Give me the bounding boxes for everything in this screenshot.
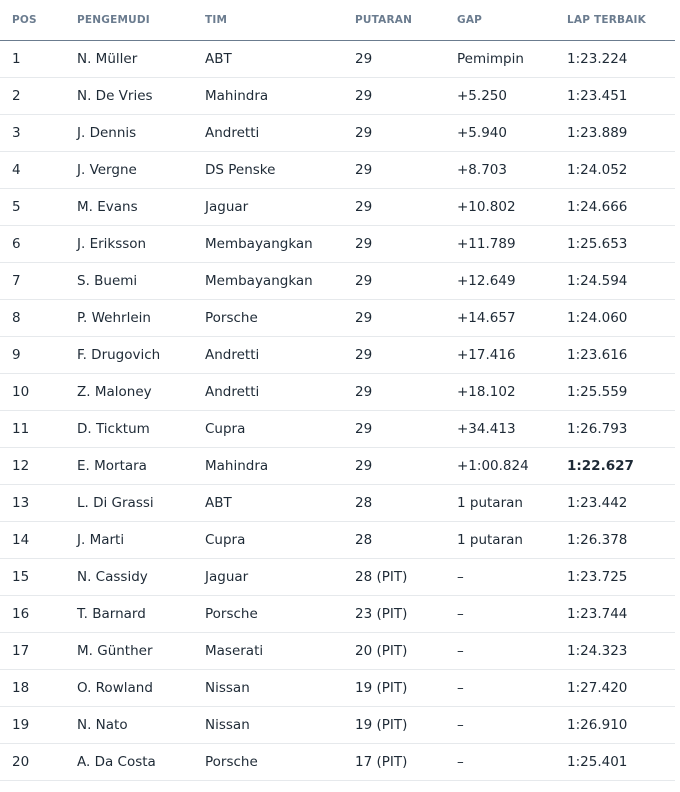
cell-gap: +8.703 <box>443 152 553 189</box>
cell-driver: L. Di Grassi <box>63 485 191 522</box>
cell-gap: +11.789 <box>443 226 553 263</box>
cell-driver: J. Marti <box>63 522 191 559</box>
cell-gap: 1 putaran <box>443 522 553 559</box>
cell-pos: 9 <box>0 337 63 374</box>
cell-laps: 28 (PIT) <box>341 559 443 596</box>
cell-gap: – <box>443 670 553 707</box>
cell-driver: P. Wehrlein <box>63 300 191 337</box>
cell-best-lap: 1:24.594 <box>553 263 675 300</box>
cell-driver: M. Günther <box>63 633 191 670</box>
cell-pos: 16 <box>0 596 63 633</box>
cell-best-lap: 1:22.627 <box>553 448 675 485</box>
cell-pos: 15 <box>0 559 63 596</box>
cell-best-lap: 1:25.559 <box>553 374 675 411</box>
cell-team: Andretti <box>191 337 341 374</box>
cell-team: Nissan <box>191 707 341 744</box>
cell-team: Cupra <box>191 522 341 559</box>
cell-laps: 20 (PIT) <box>341 633 443 670</box>
table-row <box>0 411 675 448</box>
cell-team: Andretti <box>191 374 341 411</box>
cell-driver: Z. Maloney <box>63 374 191 411</box>
cell-best-lap: 1:23.616 <box>553 337 675 374</box>
cell-gap: – <box>443 596 553 633</box>
cell-best-lap: 1:24.052 <box>553 152 675 189</box>
cell-best-lap: 1:26.793 <box>553 411 675 448</box>
cell-team: Nissan <box>191 670 341 707</box>
cell-team: Mahindra <box>191 448 341 485</box>
cell-team: Maserati <box>191 633 341 670</box>
header-row <box>0 0 675 41</box>
header-gap: GAP <box>443 0 553 41</box>
cell-best-lap: 1:23.442 <box>553 485 675 522</box>
cell-laps: 19 (PIT) <box>341 707 443 744</box>
cell-gap: +1:00.824 <box>443 448 553 485</box>
cell-pos: 12 <box>0 448 63 485</box>
cell-driver: M. Evans <box>63 189 191 226</box>
cell-pos: 8 <box>0 300 63 337</box>
table-row <box>0 41 675 78</box>
cell-team: Membayangkan <box>191 226 341 263</box>
cell-team: ABT <box>191 41 341 78</box>
cell-gap: – <box>443 744 553 781</box>
cell-team: Mahindra <box>191 78 341 115</box>
cell-team: ABT <box>191 485 341 522</box>
table-row <box>0 559 675 596</box>
cell-driver: D. Ticktum <box>63 411 191 448</box>
cell-laps: 29 <box>341 411 443 448</box>
cell-pos: 1 <box>0 41 63 78</box>
cell-laps: 29 <box>341 337 443 374</box>
cell-laps: 23 (PIT) <box>341 596 443 633</box>
cell-gap: +5.250 <box>443 78 553 115</box>
cell-gap: +14.657 <box>443 300 553 337</box>
cell-gap: Pemimpin <box>443 41 553 78</box>
table-row <box>0 448 675 485</box>
table-row <box>0 226 675 263</box>
table-header <box>0 0 675 41</box>
cell-pos: 19 <box>0 707 63 744</box>
cell-driver: S. Buemi <box>63 263 191 300</box>
cell-gap: +10.802 <box>443 189 553 226</box>
table-row <box>0 522 675 559</box>
cell-pos: 10 <box>0 374 63 411</box>
cell-team: Cupra <box>191 411 341 448</box>
cell-driver: N. Cassidy <box>63 559 191 596</box>
cell-best-lap: 1:26.910 <box>553 707 675 744</box>
cell-pos: 17 <box>0 633 63 670</box>
cell-driver: J. Vergne <box>63 152 191 189</box>
header-pos: POS <box>0 0 63 41</box>
cell-driver: N. Müller <box>63 41 191 78</box>
cell-pos: 5 <box>0 189 63 226</box>
table-row <box>0 78 675 115</box>
cell-laps: 29 <box>341 78 443 115</box>
cell-laps: 19 (PIT) <box>341 670 443 707</box>
table-row <box>0 337 675 374</box>
cell-driver: J. Eriksson <box>63 226 191 263</box>
cell-laps: 29 <box>341 300 443 337</box>
table-row <box>0 300 675 337</box>
table-row <box>0 744 675 781</box>
cell-laps: 29 <box>341 374 443 411</box>
cell-laps: 29 <box>341 152 443 189</box>
cell-driver: E. Mortara <box>63 448 191 485</box>
table-row <box>0 189 675 226</box>
table-row <box>0 374 675 411</box>
cell-driver: N. Nato <box>63 707 191 744</box>
cell-team: Jaguar <box>191 189 341 226</box>
cell-best-lap: 1:25.653 <box>553 226 675 263</box>
cell-gap: +5.940 <box>443 115 553 152</box>
cell-gap: – <box>443 559 553 596</box>
table-row <box>0 263 675 300</box>
table-body <box>0 41 675 781</box>
cell-driver: A. Da Costa <box>63 744 191 781</box>
table-row <box>0 633 675 670</box>
table-row <box>0 485 675 522</box>
cell-pos: 18 <box>0 670 63 707</box>
table-row <box>0 596 675 633</box>
cell-driver: O. Rowland <box>63 670 191 707</box>
cell-gap: 1 putaran <box>443 485 553 522</box>
cell-best-lap: 1:23.725 <box>553 559 675 596</box>
cell-best-lap: 1:27.420 <box>553 670 675 707</box>
cell-best-lap: 1:26.378 <box>553 522 675 559</box>
cell-team: Jaguar <box>191 559 341 596</box>
header-laps: PUTARAN <box>341 0 443 41</box>
cell-best-lap: 1:24.666 <box>553 189 675 226</box>
cell-team: DS Penske <box>191 152 341 189</box>
cell-pos: 2 <box>0 78 63 115</box>
cell-driver: F. Drugovich <box>63 337 191 374</box>
cell-best-lap: 1:23.224 <box>553 41 675 78</box>
cell-laps: 29 <box>341 226 443 263</box>
table-row <box>0 115 675 152</box>
table-row <box>0 707 675 744</box>
cell-gap: +17.416 <box>443 337 553 374</box>
cell-best-lap: 1:24.323 <box>553 633 675 670</box>
cell-laps: 29 <box>341 41 443 78</box>
table-row <box>0 670 675 707</box>
cell-team: Porsche <box>191 300 341 337</box>
cell-gap: +12.649 <box>443 263 553 300</box>
cell-team: Membayangkan <box>191 263 341 300</box>
cell-best-lap: 1:23.744 <box>553 596 675 633</box>
cell-pos: 3 <box>0 115 63 152</box>
cell-gap: – <box>443 707 553 744</box>
cell-best-lap: 1:23.889 <box>553 115 675 152</box>
cell-laps: 28 <box>341 485 443 522</box>
cell-gap: – <box>443 633 553 670</box>
cell-gap: +34.413 <box>443 411 553 448</box>
cell-pos: 13 <box>0 485 63 522</box>
cell-driver: N. De Vries <box>63 78 191 115</box>
header-team: TIM <box>191 0 341 41</box>
cell-pos: 7 <box>0 263 63 300</box>
table-row <box>0 152 675 189</box>
cell-pos: 20 <box>0 744 63 781</box>
header-best-lap: LAP TERBAIK <box>553 0 675 41</box>
cell-laps: 29 <box>341 115 443 152</box>
cell-pos: 11 <box>0 411 63 448</box>
cell-team: Porsche <box>191 744 341 781</box>
cell-laps: 28 <box>341 522 443 559</box>
cell-best-lap: 1:25.401 <box>553 744 675 781</box>
cell-laps: 29 <box>341 189 443 226</box>
cell-gap: +18.102 <box>443 374 553 411</box>
cell-pos: 4 <box>0 152 63 189</box>
header-driver: PENGEMUDI <box>63 0 191 41</box>
cell-team: Porsche <box>191 596 341 633</box>
cell-best-lap: 1:24.060 <box>553 300 675 337</box>
cell-laps: 17 (PIT) <box>341 744 443 781</box>
cell-pos: 6 <box>0 226 63 263</box>
cell-best-lap: 1:23.451 <box>553 78 675 115</box>
cell-laps: 29 <box>341 263 443 300</box>
cell-laps: 29 <box>341 448 443 485</box>
cell-team: Andretti <box>191 115 341 152</box>
cell-driver: J. Dennis <box>63 115 191 152</box>
cell-driver: T. Barnard <box>63 596 191 633</box>
cell-pos: 14 <box>0 522 63 559</box>
